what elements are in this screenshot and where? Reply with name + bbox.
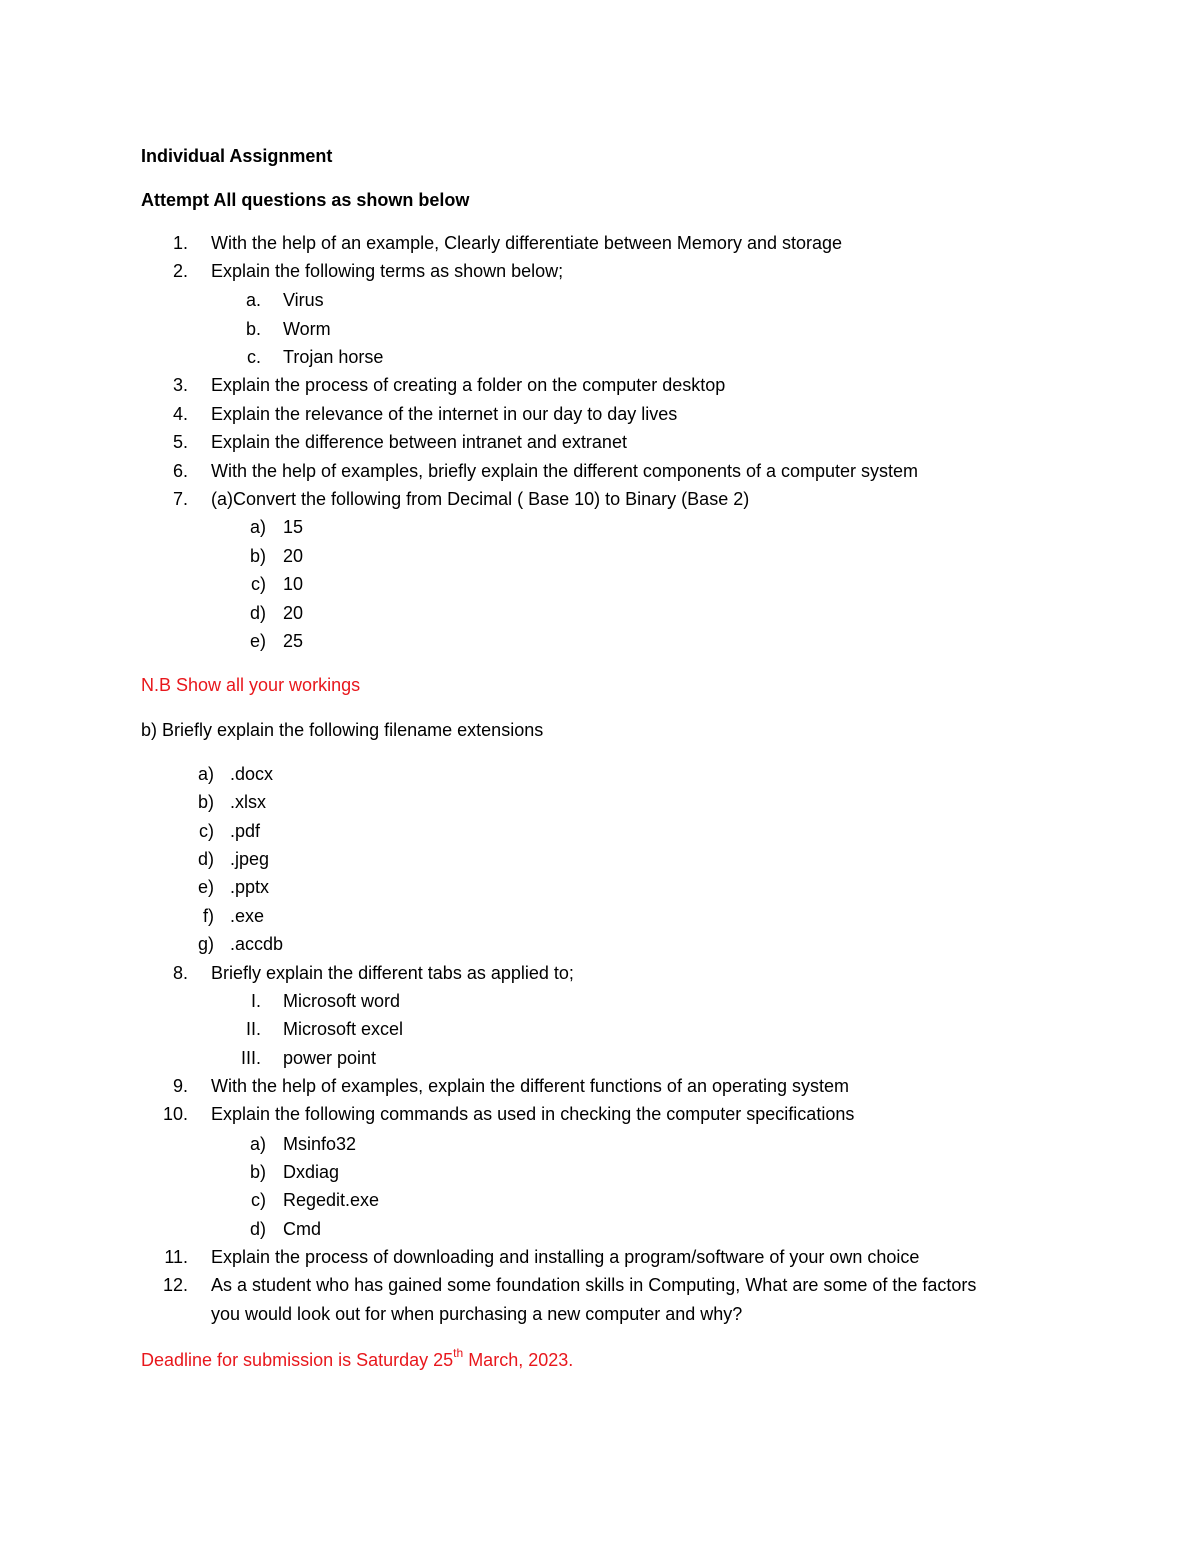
sub-item-text: Regedit.exe [283,1190,380,1210]
question-number: 9. [172,1076,188,1096]
question-number: 8. [172,963,188,983]
extension-text: .exe [230,906,265,926]
extension-marker: c) [199,821,214,841]
question-number: 7. [172,489,188,509]
sub-item-marker: c) [251,1190,266,1210]
question-text: Explain the process of creating a folder on the computer desktop [211,375,726,395]
question-text: Explain the following terms as shown below; [211,261,564,281]
sub-item-text: 10 [283,574,304,594]
sub-item-marker: a) [249,517,266,537]
sub-item-text: Trojan horse [283,347,384,367]
sub-item-text: power point [283,1048,377,1068]
sub-item-text: Virus [283,290,324,310]
question-text-line-2: you would look out for when purchasing a new computer and why? [211,1304,743,1324]
sub-item-text: 25 [283,631,304,651]
question-number: 2. [172,261,188,281]
sub-item-marker: II. [245,1019,261,1039]
extension-marker: f) [203,906,214,926]
sub-item-text: Dxdiag [283,1162,340,1182]
question-text: Explain the difference between intranet and extranet [211,432,627,452]
extension-text: .pptx [230,877,270,897]
sub-item-marker: a. [245,290,261,310]
sub-item-marker: e) [249,631,266,651]
sub-item-marker: c) [251,574,266,594]
question-number: 5. [172,432,188,452]
extension-text: .docx [230,764,274,784]
extension-text: .accdb [230,934,284,954]
question-number: 12. [162,1275,188,1295]
question-number: 3. [172,375,188,395]
question-number: 6. [172,461,188,481]
question-text: With the help of an example, Clearly differentiate between Memory and storage [211,233,843,253]
question-number: 4. [172,404,188,424]
sub-item-marker: d) [249,1219,266,1239]
sub-item-text: 15 [283,517,304,537]
deadline-notice [141,1346,574,1371]
extension-text: .pdf [230,821,261,841]
sub-item-text: 20 [283,546,304,566]
sub-item-text: Microsoft word [283,991,401,1011]
question-number: 10. [162,1104,188,1124]
question-text: Explain the relevance of the internet in our day to day lives [211,404,678,424]
sub-item-marker: d) [249,603,266,623]
question-text: Briefly explain the different tabs as applied to; [211,963,574,983]
part-b-heading: b) Briefly explain the following filename extensions [141,720,544,740]
deadline-prefix: Deadline for submission is Saturday 25 [141,1350,454,1370]
sub-item-text: Worm [283,319,331,339]
sub-item-text: Cmd [283,1219,322,1239]
extension-marker: b) [197,792,214,812]
question-number: 11. [164,1247,188,1267]
extension-marker: a) [197,764,214,784]
sub-item-marker: b) [249,546,266,566]
extension-marker: g) [197,934,214,954]
sub-item-text: Microsoft excel [283,1019,404,1039]
sub-item-marker: III. [240,1048,261,1068]
page-title: Individual Assignment [141,146,333,166]
sub-item-marker: b) [249,1162,266,1182]
instruction: Attempt All questions as shown below [141,190,470,210]
sub-item-marker: c. [246,347,261,367]
deadline-suffix: March, 2023. [463,1350,574,1370]
extension-marker: e) [197,877,214,897]
sub-item-marker: I. [250,991,261,1011]
sub-item-text: Msinfo32 [283,1134,357,1154]
question-text-line-1: As a student who has gained some foundation skills in Computing, What are some of the factors [211,1275,977,1295]
question-text: Explain the process of downloading and installing a program/software of your own choice [211,1247,920,1267]
deadline-ordinal-suffix: th [453,1346,464,1360]
workings-note: N.B Show all your workings [141,675,361,695]
extension-text: .jpeg [230,849,270,869]
question-text: With the help of examples, briefly explain the different components of a computer system [211,461,919,481]
sub-item-text: 20 [283,603,304,623]
question-text: (a)Convert the following from Decimal ( Base 10) to Binary (Base 2) [211,489,750,509]
sub-item-marker: b. [245,319,261,339]
question-text: Explain the following commands as used in checking the computer specifications [211,1104,855,1124]
extension-marker: d) [197,849,214,869]
sub-item-marker: a) [249,1134,266,1154]
question-number: 1. [172,233,188,253]
question-text: With the help of examples, explain the different functions of an operating system [211,1076,850,1096]
extension-text: .xlsx [230,792,266,812]
